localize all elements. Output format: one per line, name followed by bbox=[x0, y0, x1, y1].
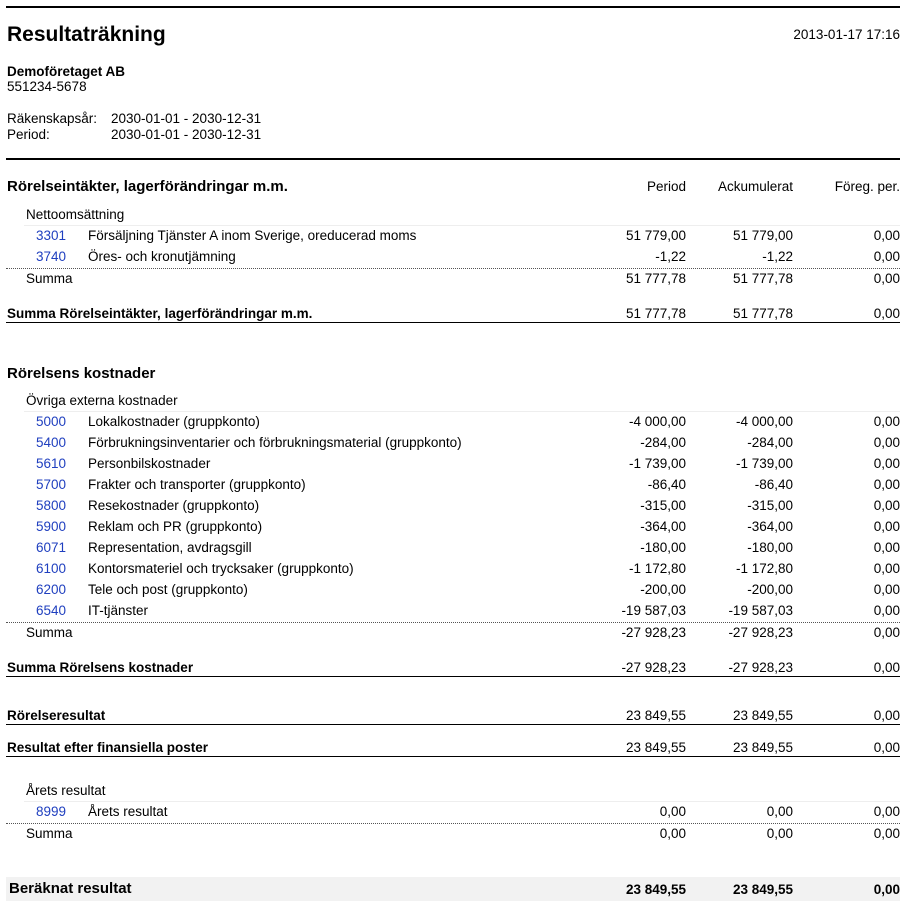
fiscal-year-label: Räkenskapsår: bbox=[7, 111, 98, 126]
period-value: 2030-01-01 - 2030-12-31 bbox=[111, 127, 262, 142]
account-name: IT-tjänster bbox=[88, 603, 149, 618]
s3-sum-period: 0,00 bbox=[659, 826, 686, 841]
account-period-amount: -1 172,80 bbox=[628, 561, 686, 576]
column-accumulated-header: Ackumulerat bbox=[717, 179, 793, 194]
account-previous-amount: 0,00 bbox=[873, 477, 900, 492]
account-name: Kontorsmateriel och trycksaker (gruppkonto) bbox=[88, 561, 354, 576]
account-period-amount: -364,00 bbox=[640, 519, 686, 534]
s2-total-prev: 0,00 bbox=[873, 660, 900, 675]
account-number-link[interactable]: 5800 bbox=[36, 498, 67, 513]
operating-result-acc: 23 849,55 bbox=[732, 708, 793, 723]
sum-divider bbox=[6, 268, 900, 269]
financial-result-period: 23 849,55 bbox=[625, 740, 686, 755]
sum-divider bbox=[6, 823, 900, 824]
s2-sum-period: -27 928,23 bbox=[621, 625, 686, 640]
account-name: Förbrukningsinventarier och förbrukningsmaterial (gruppkonto) bbox=[88, 435, 462, 450]
account-previous-amount: 0,00 bbox=[873, 582, 900, 597]
account-number-link[interactable]: 5610 bbox=[36, 456, 67, 471]
account-accumulated-amount: -1 172,80 bbox=[735, 561, 793, 576]
account-accumulated-amount: -364,00 bbox=[747, 519, 793, 534]
account-number-link[interactable]: 5900 bbox=[36, 519, 67, 534]
account-period-amount: 51 779,00 bbox=[625, 228, 686, 243]
account-name: Öres- och kronutjämning bbox=[88, 249, 236, 264]
account-previous-amount: 0,00 bbox=[873, 435, 900, 450]
total-rule bbox=[6, 676, 900, 677]
account-period-amount: -180,00 bbox=[640, 540, 686, 555]
account-accumulated-amount: -284,00 bbox=[747, 435, 793, 450]
account-period-amount: -19 587,03 bbox=[621, 603, 686, 618]
section-revenue-title: Rörelseintäkter, lagerförändringar m.m. bbox=[7, 178, 288, 195]
financial-result-label: Resultat efter finansiella poster bbox=[7, 740, 209, 755]
s2-total-period: -27 928,23 bbox=[621, 660, 686, 675]
s3-sum-prev: 0,00 bbox=[873, 826, 900, 841]
s1-total-period: 51 777,78 bbox=[625, 306, 686, 321]
account-name: Årets resultat bbox=[88, 804, 168, 819]
company-name: Demoföretaget AB bbox=[7, 64, 126, 79]
account-period-amount: -1 739,00 bbox=[628, 456, 686, 471]
s1-sum-prev: 0,00 bbox=[873, 271, 900, 286]
account-previous-amount: 0,00 bbox=[873, 498, 900, 513]
account-number-link[interactable]: 6200 bbox=[36, 582, 67, 597]
account-number-link[interactable]: 3301 bbox=[36, 228, 67, 243]
account-accumulated-amount: -1 739,00 bbox=[735, 456, 793, 471]
s1-total-acc: 51 777,78 bbox=[732, 306, 793, 321]
account-name: Personbilskostnader bbox=[88, 456, 211, 471]
column-previous-header: Föreg. per. bbox=[834, 179, 900, 194]
operating-result-prev: 0,00 bbox=[873, 708, 900, 723]
account-accumulated-amount: 51 779,00 bbox=[732, 228, 793, 243]
account-accumulated-amount: -4 000,00 bbox=[735, 414, 793, 429]
account-previous-amount: 0,00 bbox=[873, 249, 900, 264]
account-number-link[interactable]: 6100 bbox=[36, 561, 67, 576]
account-previous-amount: 0,00 bbox=[873, 561, 900, 576]
report-timestamp: 2013-01-17 17:16 bbox=[793, 27, 900, 42]
account-name: Tele och post (gruppkonto) bbox=[88, 582, 248, 597]
account-name: Försäljning Tjänster A inom Sverige, oreducerad moms bbox=[88, 228, 417, 243]
account-number-link[interactable]: 5000 bbox=[36, 414, 67, 429]
s2-sum-label: Summa bbox=[26, 625, 73, 640]
s3-sum-acc: 0,00 bbox=[766, 826, 793, 841]
s1-sum-acc: 51 777,78 bbox=[732, 271, 793, 286]
final-result-prev: 0,00 bbox=[873, 882, 900, 897]
account-period-amount: -315,00 bbox=[640, 498, 686, 513]
financial-result-prev: 0,00 bbox=[873, 740, 900, 755]
report-title: Resultaträkning bbox=[7, 23, 166, 46]
account-previous-amount: 0,00 bbox=[873, 603, 900, 618]
account-accumulated-amount: -86,40 bbox=[754, 477, 793, 492]
header-rule bbox=[6, 158, 900, 160]
account-name: Frakter och transporter (gruppkonto) bbox=[88, 477, 306, 492]
s2-total-label: Summa Rörelsens kostnader bbox=[7, 660, 194, 675]
account-previous-amount: 0,00 bbox=[873, 804, 900, 819]
operating-result-period: 23 849,55 bbox=[625, 708, 686, 723]
s1-total-prev: 0,00 bbox=[873, 306, 900, 321]
fiscal-year-value: 2030-01-01 - 2030-12-31 bbox=[111, 111, 262, 126]
account-accumulated-amount: -180,00 bbox=[747, 540, 793, 555]
org-number: 551234-5678 bbox=[7, 79, 87, 94]
s3-sum-label: Summa bbox=[26, 826, 73, 841]
account-name: Representation, avdragsgill bbox=[88, 540, 252, 555]
account-name: Resekostnader (gruppkonto) bbox=[88, 498, 260, 513]
account-accumulated-amount: -315,00 bbox=[747, 498, 793, 513]
account-name: Reklam och PR (gruppkonto) bbox=[88, 519, 263, 534]
final-result-period: 23 849,55 bbox=[625, 882, 686, 897]
account-number-link[interactable]: 6540 bbox=[36, 603, 67, 618]
account-previous-amount: 0,00 bbox=[873, 456, 900, 471]
account-number-link[interactable]: 3740 bbox=[36, 249, 67, 264]
total-rule bbox=[6, 756, 900, 757]
account-period-amount: -86,40 bbox=[647, 477, 686, 492]
account-number-link[interactable]: 5700 bbox=[36, 477, 67, 492]
financial-result-acc: 23 849,55 bbox=[732, 740, 793, 755]
account-period-amount: -200,00 bbox=[640, 582, 686, 597]
account-previous-amount: 0,00 bbox=[873, 414, 900, 429]
s1-total-label: Summa Rörelseintäkter, lagerförändringar m.m. bbox=[7, 306, 313, 321]
group-net-sales: Nettoomsättning bbox=[26, 207, 125, 222]
final-result-acc: 23 849,55 bbox=[732, 882, 793, 897]
final-result-label: Beräknat resultat bbox=[9, 880, 132, 897]
account-period-amount: -4 000,00 bbox=[628, 414, 686, 429]
total-rule bbox=[6, 724, 900, 725]
account-period-amount: 0,00 bbox=[659, 804, 686, 819]
account-previous-amount: 0,00 bbox=[873, 540, 900, 555]
account-name: Lokalkostnader (gruppkonto) bbox=[88, 414, 260, 429]
s2-sum-acc: -27 928,23 bbox=[728, 625, 793, 640]
section-costs-title: Rörelsens kostnader bbox=[7, 365, 156, 382]
account-accumulated-amount: 0,00 bbox=[766, 804, 793, 819]
s2-sum-prev: 0,00 bbox=[873, 625, 900, 640]
total-rule bbox=[6, 322, 900, 323]
account-accumulated-amount: -200,00 bbox=[747, 582, 793, 597]
account-period-amount: -284,00 bbox=[640, 435, 686, 450]
column-period-header: Period bbox=[646, 179, 686, 194]
account-accumulated-amount: -1,22 bbox=[762, 249, 793, 264]
account-period-amount: -1,22 bbox=[655, 249, 686, 264]
s1-sum-period: 51 777,78 bbox=[625, 271, 686, 286]
sum-divider bbox=[6, 622, 900, 623]
s1-sum-label: Summa bbox=[26, 271, 73, 286]
operating-result-label: Rörelseresultat bbox=[7, 708, 106, 723]
account-number-link[interactable]: 8999 bbox=[36, 804, 67, 819]
s2-total-acc: -27 928,23 bbox=[728, 660, 793, 675]
account-number-link[interactable]: 6071 bbox=[36, 540, 67, 555]
account-number-link[interactable]: 5400 bbox=[36, 435, 67, 450]
group-external-costs: Övriga externa kostnader bbox=[26, 393, 178, 408]
group-year-result: Årets resultat bbox=[26, 783, 106, 798]
top-rule bbox=[6, 6, 900, 8]
period-label: Period: bbox=[7, 127, 50, 142]
account-accumulated-amount: -19 587,03 bbox=[728, 603, 793, 618]
account-previous-amount: 0,00 bbox=[873, 519, 900, 534]
account-previous-amount: 0,00 bbox=[873, 228, 900, 243]
